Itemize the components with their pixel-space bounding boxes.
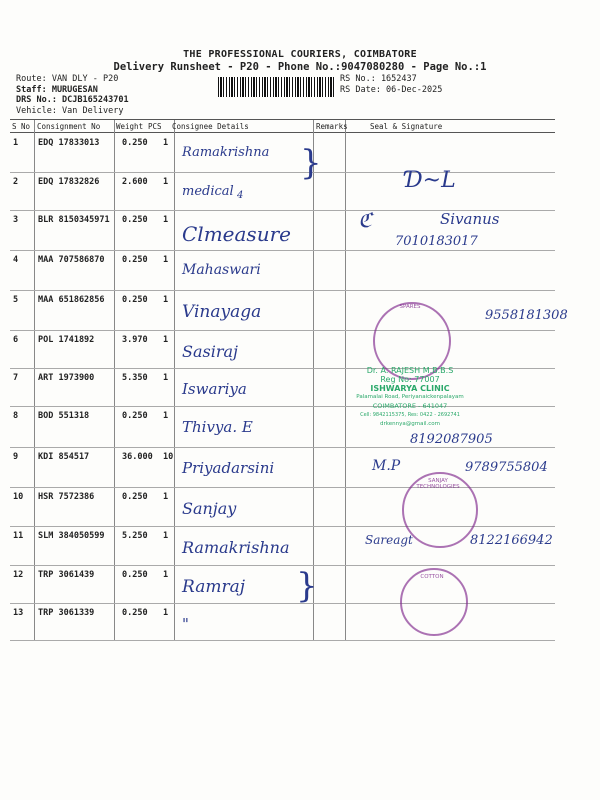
company-title: THE PROFESSIONAL COURIERS, COIMBATORE: [183, 49, 417, 60]
row-consignee-handwritten: Ramakrishna: [182, 538, 290, 557]
row-pcs: 1: [163, 295, 169, 305]
row-weight: 3.970: [122, 335, 148, 345]
row-pcs: 1: [163, 411, 169, 421]
row-consignment-no: KDI 854517: [38, 452, 90, 462]
row-consignment-no: MAA 651862856: [38, 295, 105, 305]
row-consignee-handwritten: medical: [182, 184, 234, 199]
row-pcs: 1: [163, 215, 169, 225]
col-header-sno: S No: [12, 122, 31, 131]
row-sno: 11: [13, 531, 24, 541]
row-weight: 0.250: [122, 295, 148, 305]
row-weight: 0.250: [122, 215, 148, 225]
col-divider: [174, 120, 175, 640]
row-sno: 8: [13, 411, 19, 421]
signature-row11: Sareagt: [365, 533, 413, 547]
row-consignee-handwritten: Sanjay: [182, 499, 237, 518]
runsheet-meta-left: [16, 74, 129, 116]
brace-mark: }: [300, 143, 322, 183]
row-pcs: 1: [163, 608, 169, 618]
row-consignee-handwritten: Priyadarsini: [182, 459, 275, 477]
row-sno: 6: [13, 335, 19, 345]
clinic-phone: Cell: 9842115375, Res: 0422 - 2692741: [360, 412, 460, 418]
row-consignee-handwritten: Sasiraj: [182, 342, 238, 361]
cotton-stamp-text: COTTON: [420, 574, 444, 580]
spares-stamp-text: SPARES: [399, 304, 421, 310]
row-divider: [10, 447, 555, 448]
row-divider: [10, 290, 555, 291]
signature-row2: Ɗ~L: [405, 168, 456, 193]
row-divider: [10, 172, 555, 173]
row-consignee-handwritten: Mahaswari: [182, 262, 261, 278]
row-consignment-no: ART 1973900: [38, 373, 95, 383]
runsheet-meta-right: [340, 74, 442, 95]
col-divider: [313, 120, 314, 640]
table-top-rule: [10, 119, 555, 120]
signature-row3: ℭ: [358, 208, 373, 232]
col-header-weight: Weight: [116, 122, 144, 131]
row-divider: [10, 250, 555, 251]
clinic-doctor: Dr. A. RAJESH M.B.B.S: [366, 366, 454, 375]
col-header-consignee: Consignee Details: [172, 122, 249, 131]
row-consignment-no: TRP 3061339: [38, 608, 95, 618]
row-sno: 13: [13, 608, 24, 618]
clinic-reg: Reg No: 77007: [380, 375, 440, 384]
col-divider: [34, 120, 35, 640]
route: Route: VAN DLY - P20: [16, 74, 119, 84]
row-pcs: 1: [163, 373, 169, 383]
row-weight: 5.350: [122, 373, 148, 383]
row-weight: 0.250: [122, 608, 148, 618]
clinic-city: COIMBATORE - 641047: [372, 402, 448, 410]
col-header-pcs: PCS: [148, 122, 162, 131]
row-pcs: 1: [163, 177, 169, 187]
row-sno: 1: [13, 138, 19, 148]
row-weight: 0.250: [122, 255, 148, 265]
rs-number: RS No.: 1652437: [340, 74, 417, 84]
row-pcs: 10: [163, 452, 174, 462]
clinic-email: drkennya@gmail.com: [380, 421, 440, 427]
row-consignment-no: MAA 707586870: [38, 255, 105, 265]
signature-row9: M.P: [372, 458, 401, 474]
phone-row8: 8192087905: [410, 432, 493, 447]
clinic-stamp: [335, 366, 485, 429]
row-sno: 3: [13, 215, 19, 225]
rs-date: RS Date: 06-Dec-2025: [340, 84, 443, 95]
row-consignment-no: TRP 3061439: [38, 570, 95, 580]
row-sno: 5: [13, 295, 19, 305]
row-pcs: 1: [163, 492, 169, 502]
phone-row11: 8122166942: [470, 533, 553, 548]
row-consignment-no: POL 1741892: [38, 335, 95, 345]
barcode: [218, 77, 336, 97]
row-divider: [10, 603, 555, 604]
staff: Staff: MURUGESAN: [16, 84, 98, 95]
header-rule: [10, 132, 555, 133]
phone-row3: 7010183017: [395, 234, 478, 249]
row-pcs: 1: [163, 335, 169, 345]
row-consignment-no: HSR 7572386: [38, 492, 95, 502]
row-weight: 0.250: [122, 492, 148, 502]
row-weight: 5.250: [122, 531, 148, 541]
row-consignee-handwritten: Ramraj: [182, 577, 245, 597]
row-consignee-handwritten: Ramakrishna: [182, 145, 270, 160]
runsheet-subtitle: Delivery Runsheet - P20 - Phone No.:9047080280 - Page No.:1: [113, 61, 487, 73]
row-consignee-handwritten: Vinayaga: [182, 302, 262, 322]
row-weight: 0.250: [122, 570, 148, 580]
vehicle: Vehicle: Van Delivery: [16, 105, 124, 116]
row-divider: [10, 330, 555, 331]
row-sno: 4: [13, 255, 19, 265]
row-weight: 2.600: [122, 177, 148, 187]
col-header-remarks: Remarks: [316, 122, 348, 131]
row-divider: [10, 565, 555, 566]
row-consignee-handwritten: Thivya. E: [182, 418, 253, 436]
row-consignment-no: BLR 8150345971: [38, 215, 110, 225]
signature-row3-name: Sivanus: [440, 210, 500, 228]
drs-number: DRS No.: DCJB165243701: [16, 95, 129, 105]
row-consignment-no: EDQ 17832826: [38, 177, 100, 187]
clinic-name: ISHWARYA CLINIC: [370, 384, 450, 393]
brace-mark: }: [296, 566, 318, 606]
row-sno: 7: [13, 373, 19, 383]
phone-row9: 9789755804: [465, 460, 548, 475]
row-pcs: 1: [163, 531, 169, 541]
handwritten-note: 4: [237, 190, 244, 201]
row-weight: 36.000: [122, 452, 153, 462]
row-sno: 2: [13, 177, 19, 187]
row-consignment-no: SLM 384050599: [38, 531, 105, 541]
col-header-signature: Seal & Signature: [370, 122, 443, 131]
row-sno: 12: [13, 570, 24, 580]
col-header-consignment: Consignment No: [37, 122, 101, 131]
row-pcs: 1: [163, 255, 169, 265]
row-weight: 0.250: [122, 138, 148, 148]
row-consignee-handwritten: Clmeasure: [182, 222, 291, 246]
row-divider: [10, 487, 555, 488]
row-consignee-handwritten: Iswariya: [182, 380, 247, 398]
row-consignment-no: BOD 551318: [38, 411, 90, 421]
sanjay-stamp-text: SANJAY TECHNOLOGIES: [416, 478, 460, 490]
row-consignee-handwritten: ": [182, 615, 189, 633]
row-sno: 9: [13, 452, 19, 462]
row-pcs: 1: [163, 138, 169, 148]
row-divider: [10, 640, 555, 641]
clinic-address: Palamalai Road, Periyanaickenpalayam: [356, 394, 464, 400]
row-sno: 10: [13, 492, 24, 502]
phone-row5: 9558181308: [485, 308, 568, 323]
col-divider: [114, 120, 115, 640]
row-pcs: 1: [163, 570, 169, 580]
row-consignment-no: EDQ 17833013: [38, 138, 100, 148]
row-weight: 0.250: [122, 411, 148, 421]
